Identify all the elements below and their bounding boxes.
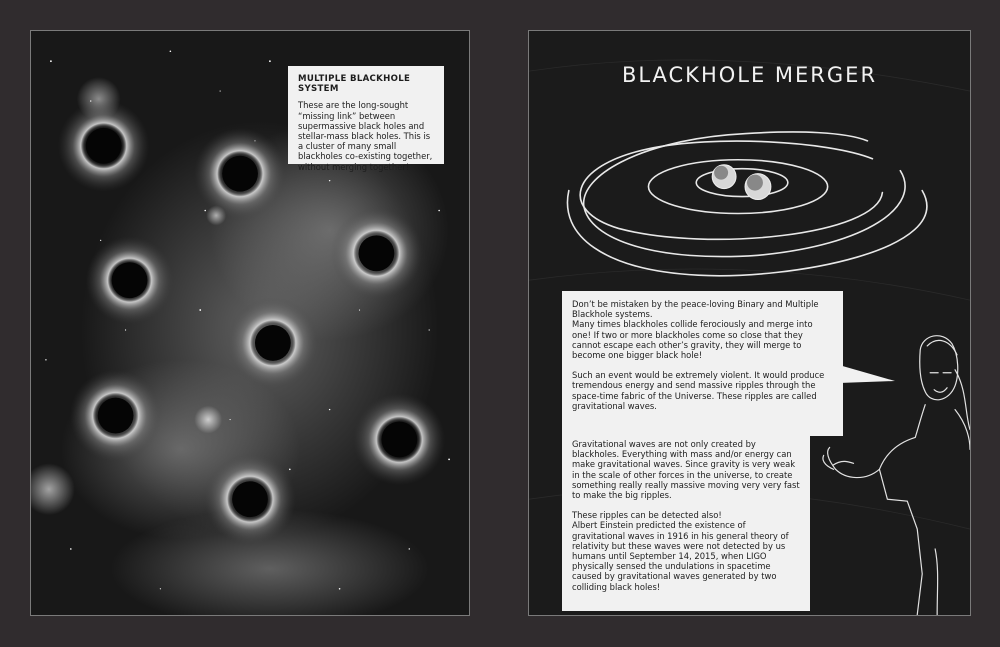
multiple-blackhole-caption-box xyxy=(288,66,444,172)
right-page xyxy=(528,30,971,616)
blackhole xyxy=(354,394,446,486)
blackhole xyxy=(227,297,319,389)
bright-star xyxy=(194,406,222,434)
speech-bubble-gravitational-waves xyxy=(562,433,810,611)
blackhole xyxy=(86,236,174,324)
left-page xyxy=(30,30,470,616)
bubble-paragraph: Gravitational waves are not only created by blackholes. Everything with mass and/or energy can make gravitational waves. Since gravity is very weak in the scale of other forces in the universe, to create something really really massive moving very very fast to make the big ripples. xyxy=(572,439,800,501)
page-title: BLACKHOLE MERGER xyxy=(621,63,878,87)
speech-bubble-merger xyxy=(562,291,843,436)
blackhole xyxy=(194,128,286,220)
caption-body: These are the long-sought “missing link” between supermassive black holes and stellar-mass black holes. This is a cluster of many small blackholes co-existing together, without merging together! xyxy=(298,100,433,172)
bubble-paragraph: Don’t be mistaken by the peace-loving Binary and Multiple Blackhole systems. xyxy=(572,299,819,320)
blackhole xyxy=(204,453,296,545)
blackhole xyxy=(70,370,162,462)
blackhole xyxy=(331,208,423,300)
bubble-paragraph: These ripples can be detected also! xyxy=(572,510,722,521)
bubble-paragraph: Albert Einstein predicted the existence of gravitational waves in 1916 in his general theory of relativity but these waves were not detected by us humans until September 14, 2015, when LIGO physically sensed the undulations in spacetime caused by gravitational waves generated by two colliding black holes! xyxy=(572,520,789,592)
blackhole xyxy=(58,100,150,192)
speech-bubble-tail xyxy=(839,361,899,401)
bubble-paragraph: Many times blackholes collide ferociously and merge into one! If two or more blackholes come so close that they cannot escape each other’s gravity, they will merge to become one bigger black hole! xyxy=(572,319,813,361)
caption-heading: MULTIPLE BLACKHOLE SYSTEM xyxy=(298,74,411,95)
bubble-paragraph: Such an event would be extremely violent. It would produce tremendous energy and send massive ripples through the space-time fabric of the Universe. These ripples are called gravitational waves. xyxy=(572,370,825,411)
